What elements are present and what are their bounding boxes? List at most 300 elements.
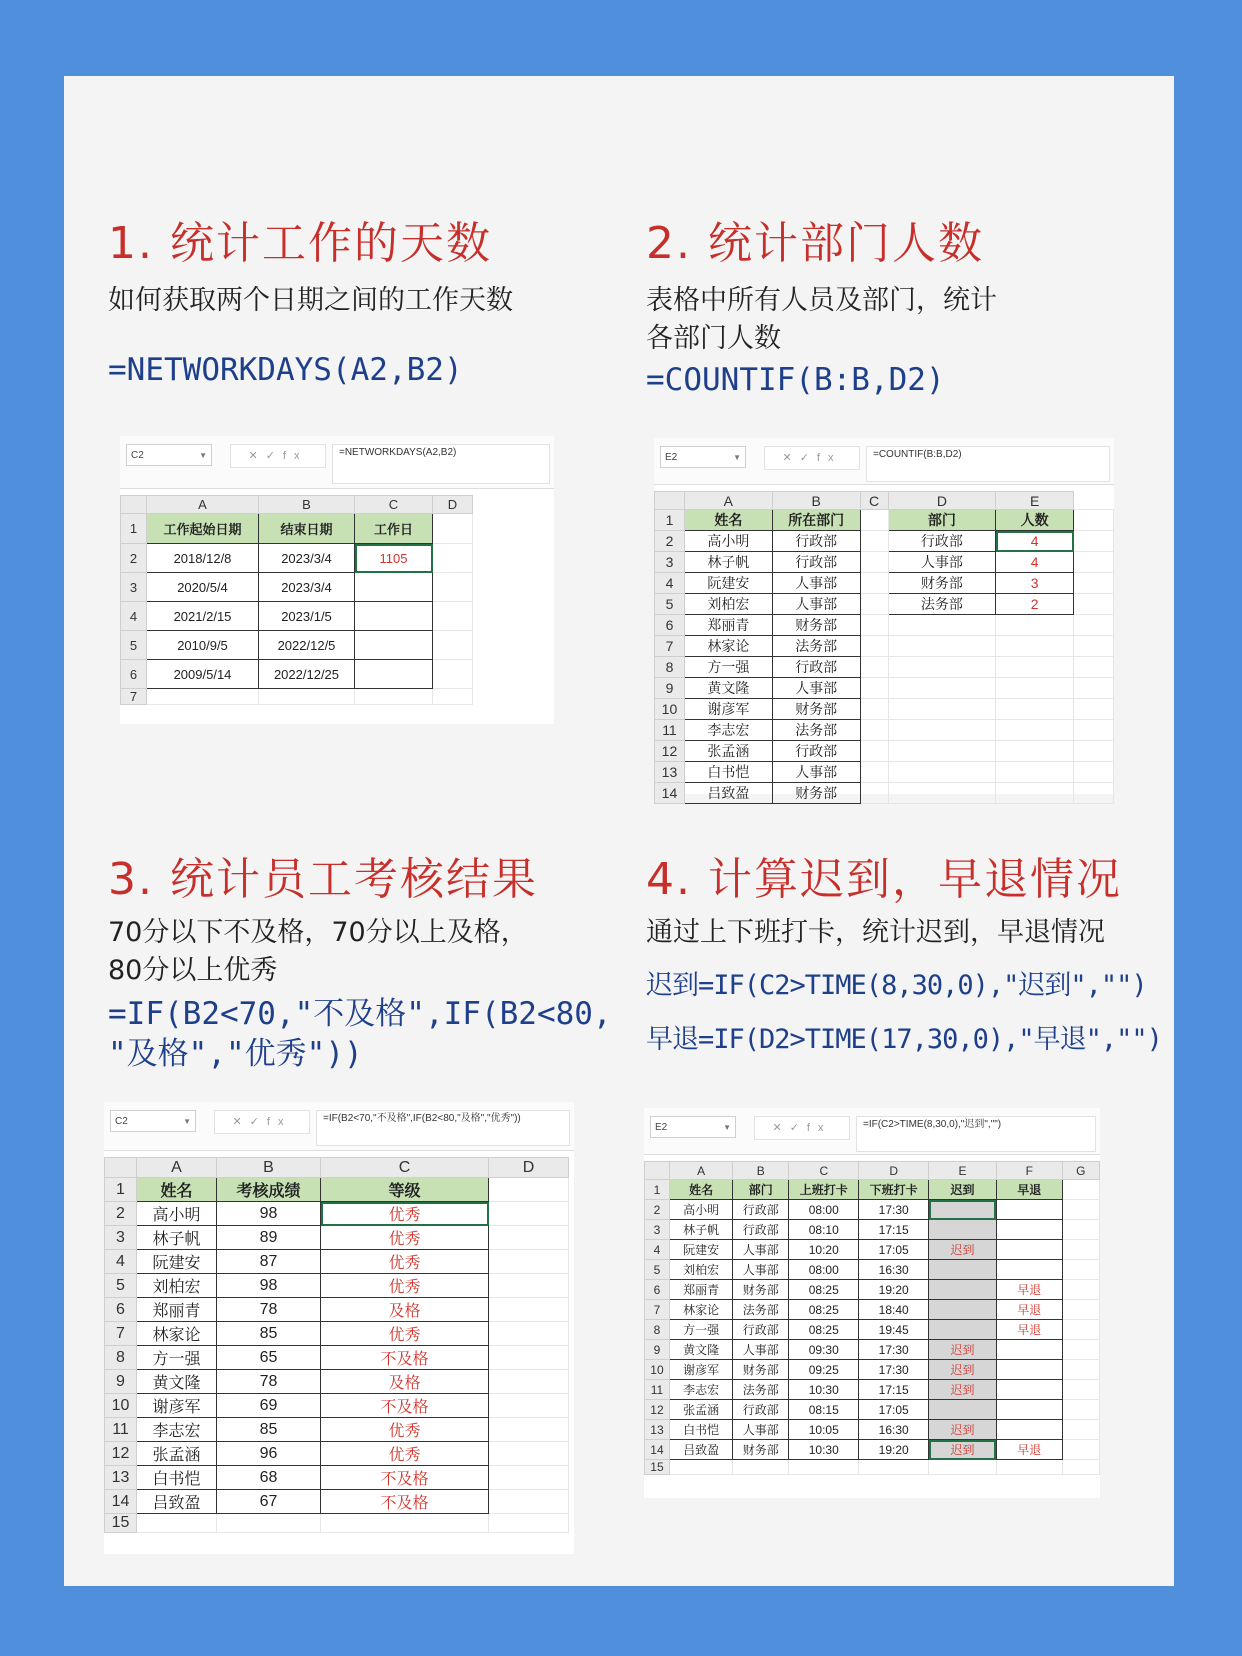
cell[interactable]: 08:25 (789, 1320, 859, 1340)
header-cell[interactable]: 工作起始日期 (147, 514, 259, 544)
column-header[interactable]: B (772, 492, 860, 510)
cell[interactable]: 黄文隆 (137, 1370, 217, 1394)
row-header[interactable]: 4 (655, 573, 685, 594)
row-header[interactable]: 7 (105, 1322, 137, 1346)
cell[interactable] (489, 1514, 569, 1533)
cell[interactable]: 17:30 (859, 1200, 929, 1220)
cell[interactable]: 财务部 (772, 615, 860, 636)
cell[interactable] (1074, 531, 1114, 552)
cell[interactable] (929, 1220, 997, 1240)
cell[interactable]: 2023/3/4 (259, 573, 355, 602)
cell[interactable]: 迟到 (929, 1380, 997, 1400)
row-header[interactable]: 10 (645, 1360, 670, 1380)
row-header[interactable]: 9 (645, 1340, 670, 1360)
select-all-corner[interactable] (121, 496, 147, 514)
cell[interactable] (996, 1200, 1062, 1220)
cell[interactable]: 17:05 (859, 1240, 929, 1260)
cell[interactable] (860, 636, 888, 657)
cell[interactable]: 行政部 (888, 531, 996, 552)
formula-input[interactable]: =NETWORKDAYS(A2,B2) (332, 444, 550, 484)
row-header[interactable]: 14 (105, 1490, 137, 1514)
cell[interactable] (1062, 1260, 1099, 1280)
cell[interactable]: 林家论 (669, 1300, 732, 1320)
cell[interactable]: 方一强 (669, 1320, 732, 1340)
cell[interactable] (669, 1460, 732, 1475)
row-header[interactable]: 3 (105, 1226, 137, 1250)
row-header[interactable]: 12 (645, 1400, 670, 1420)
cell[interactable]: 不及格 (321, 1394, 489, 1418)
cell[interactable]: 早退 (996, 1320, 1062, 1340)
cell[interactable] (355, 573, 433, 602)
cell[interactable]: 16:30 (859, 1420, 929, 1440)
cell[interactable] (489, 1274, 569, 1298)
cell[interactable] (996, 783, 1074, 804)
header-cell[interactable]: 上班打卡 (789, 1180, 859, 1200)
cell[interactable]: 人事部 (733, 1340, 789, 1360)
select-all-corner[interactable] (105, 1158, 137, 1178)
row-header[interactable]: 13 (655, 762, 685, 783)
cell[interactable]: 谢彦军 (669, 1360, 732, 1380)
cell[interactable]: 财务部 (772, 783, 860, 804)
cell[interactable] (929, 1300, 997, 1320)
column-header[interactable]: D (888, 492, 996, 510)
row-header[interactable]: 2 (645, 1200, 670, 1220)
header-cell[interactable]: 下班打卡 (859, 1180, 929, 1200)
cell[interactable]: 2022/12/25 (259, 660, 355, 689)
name-box[interactable] (650, 1116, 736, 1138)
cell[interactable] (996, 720, 1074, 741)
cell[interactable] (929, 1460, 997, 1475)
cell[interactable]: 2023/3/4 (259, 544, 355, 573)
cell[interactable] (860, 510, 888, 531)
cell[interactable] (217, 1514, 321, 1533)
cell[interactable]: 优秀 (321, 1202, 489, 1226)
cell[interactable]: 迟到 (929, 1420, 997, 1440)
cell[interactable]: 人事部 (772, 594, 860, 615)
cell[interactable]: 10:30 (789, 1440, 859, 1460)
row-header[interactable]: 13 (105, 1466, 137, 1490)
cell[interactable]: 行政部 (772, 531, 860, 552)
cell[interactable]: 人事部 (772, 573, 860, 594)
cell[interactable]: 85 (217, 1322, 321, 1346)
cell[interactable] (929, 1280, 997, 1300)
cell[interactable]: 不及格 (321, 1490, 489, 1514)
cell[interactable] (860, 552, 888, 573)
cell[interactable] (996, 699, 1074, 720)
cell[interactable]: 17:05 (859, 1400, 929, 1420)
row-header[interactable]: 14 (655, 783, 685, 804)
cell[interactable]: 人事部 (733, 1260, 789, 1280)
cell[interactable] (860, 783, 888, 804)
cell[interactable] (489, 1322, 569, 1346)
cell[interactable] (996, 678, 1074, 699)
cell[interactable]: 行政部 (772, 552, 860, 573)
column-header[interactable]: D (859, 1162, 929, 1180)
row-header[interactable]: 2 (121, 544, 147, 573)
cell[interactable] (489, 1370, 569, 1394)
cell[interactable]: 张孟涵 (669, 1400, 732, 1420)
cell[interactable]: 89 (217, 1226, 321, 1250)
cell[interactable]: 黄文隆 (684, 678, 772, 699)
cell[interactable]: 85 (217, 1418, 321, 1442)
cell[interactable]: 65 (217, 1346, 321, 1370)
cell[interactable]: 1105 (355, 544, 433, 573)
row-header[interactable]: 10 (655, 699, 685, 720)
cell[interactable] (888, 699, 996, 720)
cell[interactable] (860, 699, 888, 720)
cell[interactable]: 迟到 (929, 1440, 997, 1460)
row-header[interactable]: 4 (645, 1240, 670, 1260)
cell[interactable] (1062, 1180, 1099, 1200)
row-header[interactable]: 13 (645, 1420, 670, 1440)
cell[interactable]: 林子帆 (684, 552, 772, 573)
cell[interactable]: 早退 (996, 1280, 1062, 1300)
cell[interactable] (996, 1260, 1062, 1280)
cell[interactable] (860, 615, 888, 636)
cell[interactable]: 人事部 (733, 1240, 789, 1260)
header-cell[interactable]: 结束日期 (259, 514, 355, 544)
cell[interactable] (860, 573, 888, 594)
cell[interactable] (1062, 1360, 1099, 1380)
row-header[interactable]: 2 (105, 1202, 137, 1226)
cell[interactable] (1062, 1200, 1099, 1220)
cell[interactable]: 69 (217, 1394, 321, 1418)
cell[interactable]: 98 (217, 1274, 321, 1298)
cell[interactable] (733, 1460, 789, 1475)
cell[interactable]: 林家论 (137, 1322, 217, 1346)
cell[interactable]: 4 (996, 552, 1074, 573)
cell[interactable]: 不及格 (321, 1466, 489, 1490)
cell[interactable] (1062, 1300, 1099, 1320)
cell[interactable] (888, 783, 996, 804)
cell[interactable] (860, 678, 888, 699)
cell[interactable] (1062, 1420, 1099, 1440)
cell[interactable]: 白书恺 (684, 762, 772, 783)
cell[interactable] (929, 1260, 997, 1280)
cell[interactable]: 67 (217, 1490, 321, 1514)
cell[interactable]: 2023/1/5 (259, 602, 355, 631)
cell[interactable]: 张孟涵 (137, 1442, 217, 1466)
row-header[interactable]: 15 (105, 1514, 137, 1533)
row-header[interactable]: 11 (655, 720, 685, 741)
cell[interactable] (1074, 510, 1114, 531)
cell[interactable] (355, 689, 433, 705)
column-header[interactable]: A (147, 496, 259, 514)
cell[interactable] (996, 1240, 1062, 1260)
cell[interactable] (1062, 1380, 1099, 1400)
cell[interactable] (489, 1442, 569, 1466)
column-header[interactable]: A (137, 1158, 217, 1178)
name-box[interactable] (110, 1110, 196, 1132)
cell[interactable] (888, 678, 996, 699)
cell[interactable]: 林家论 (684, 636, 772, 657)
cell[interactable]: 09:30 (789, 1340, 859, 1360)
cell[interactable]: 16:30 (859, 1260, 929, 1280)
cell[interactable] (860, 657, 888, 678)
cell[interactable]: 吕致盈 (137, 1490, 217, 1514)
cell[interactable]: 人事部 (888, 552, 996, 573)
cell[interactable] (1074, 762, 1114, 783)
row-header[interactable]: 1 (645, 1180, 670, 1200)
cell[interactable] (1074, 657, 1114, 678)
row-header[interactable]: 12 (655, 741, 685, 762)
cell[interactable]: 高小明 (669, 1200, 732, 1220)
cell[interactable]: 迟到 (929, 1360, 997, 1380)
cell[interactable]: 不及格 (321, 1346, 489, 1370)
cell[interactable]: 行政部 (772, 657, 860, 678)
cell[interactable] (355, 602, 433, 631)
header-cell[interactable]: 等级 (321, 1178, 489, 1202)
cell[interactable]: 吕致盈 (684, 783, 772, 804)
cell[interactable]: 财务部 (733, 1440, 789, 1460)
cell[interactable]: 17:30 (859, 1340, 929, 1360)
cell[interactable]: 08:25 (789, 1300, 859, 1320)
column-header[interactable]: C (789, 1162, 859, 1180)
cell[interactable]: 行政部 (733, 1200, 789, 1220)
cell[interactable] (489, 1178, 569, 1202)
cell[interactable]: 张孟涵 (684, 741, 772, 762)
cell[interactable]: 2 (996, 594, 1074, 615)
cell[interactable]: 17:15 (859, 1380, 929, 1400)
row-header[interactable]: 8 (645, 1320, 670, 1340)
row-header[interactable]: 4 (105, 1250, 137, 1274)
row-header[interactable]: 5 (105, 1274, 137, 1298)
cell[interactable]: 人事部 (733, 1420, 789, 1440)
cell[interactable]: 林子帆 (137, 1226, 217, 1250)
row-header[interactable]: 3 (655, 552, 685, 573)
cell[interactable] (996, 1360, 1062, 1380)
row-header[interactable]: 8 (105, 1346, 137, 1370)
cell[interactable] (996, 636, 1074, 657)
cell[interactable]: 19:45 (859, 1320, 929, 1340)
header-cell[interactable]: 部门 (888, 510, 996, 531)
row-header[interactable]: 7 (655, 636, 685, 657)
cell[interactable]: 谢彦军 (684, 699, 772, 720)
cell[interactable] (1062, 1280, 1099, 1300)
cell[interactable]: 优秀 (321, 1250, 489, 1274)
cell[interactable]: 2010/9/5 (147, 631, 259, 660)
cell[interactable]: 68 (217, 1466, 321, 1490)
cell[interactable] (433, 602, 473, 631)
cell[interactable] (433, 514, 473, 544)
cell[interactable]: 黄文隆 (669, 1340, 732, 1360)
cell[interactable] (1074, 699, 1114, 720)
row-header[interactable]: 6 (645, 1280, 670, 1300)
cell[interactable] (996, 1460, 1062, 1475)
cell[interactable]: 2021/2/15 (147, 602, 259, 631)
select-all-corner[interactable] (645, 1162, 670, 1180)
column-header[interactable]: B (733, 1162, 789, 1180)
cell[interactable]: 78 (217, 1370, 321, 1394)
cell[interactable] (1062, 1320, 1099, 1340)
column-header[interactable]: C (860, 492, 888, 510)
cell[interactable]: 19:20 (859, 1440, 929, 1460)
cell[interactable] (860, 762, 888, 783)
cell[interactable] (996, 762, 1074, 783)
cell[interactable]: 人事部 (772, 678, 860, 699)
cell[interactable] (996, 1400, 1062, 1420)
cell[interactable]: 法务部 (733, 1380, 789, 1400)
cell[interactable]: 郑丽青 (669, 1280, 732, 1300)
cell[interactable]: 白书恺 (669, 1420, 732, 1440)
cell[interactable]: 优秀 (321, 1442, 489, 1466)
cell[interactable] (1074, 783, 1114, 804)
cell[interactable]: 及格 (321, 1298, 489, 1322)
cell[interactable] (355, 631, 433, 660)
row-header[interactable]: 11 (105, 1418, 137, 1442)
cell[interactable]: 迟到 (929, 1340, 997, 1360)
cell[interactable] (860, 741, 888, 762)
cell[interactable] (1074, 741, 1114, 762)
cell[interactable] (433, 631, 473, 660)
cell[interactable] (489, 1490, 569, 1514)
column-header[interactable]: E (929, 1162, 997, 1180)
row-header[interactable]: 2 (655, 531, 685, 552)
cell[interactable]: 阮建安 (684, 573, 772, 594)
row-header[interactable]: 15 (645, 1460, 670, 1475)
formula-input[interactable]: =COUNTIF(B:B,D2) (866, 446, 1110, 482)
cell[interactable]: 87 (217, 1250, 321, 1274)
cell[interactable] (259, 689, 355, 705)
column-header[interactable]: E (996, 492, 1074, 510)
cell[interactable] (1062, 1220, 1099, 1240)
column-header[interactable]: A (684, 492, 772, 510)
name-box[interactable] (126, 444, 212, 466)
cell[interactable] (996, 741, 1074, 762)
cell[interactable]: 3 (996, 573, 1074, 594)
cell[interactable] (888, 741, 996, 762)
column-header[interactable]: D (433, 496, 473, 514)
cell[interactable] (996, 615, 1074, 636)
formula-input[interactable]: =IF(C2>TIME(8,30,0),"迟到","") (856, 1116, 1096, 1152)
cell[interactable]: 08:25 (789, 1280, 859, 1300)
cell[interactable]: 财务部 (772, 699, 860, 720)
cell[interactable]: 10:20 (789, 1240, 859, 1260)
cell[interactable]: 早退 (996, 1440, 1062, 1460)
cell[interactable] (1062, 1440, 1099, 1460)
cell[interactable] (996, 657, 1074, 678)
cell[interactable] (1074, 552, 1114, 573)
cell[interactable] (996, 1340, 1062, 1360)
cell[interactable] (433, 573, 473, 602)
cell[interactable] (888, 615, 996, 636)
cell[interactable]: 吕致盈 (669, 1440, 732, 1460)
cell[interactable]: 谢彦军 (137, 1394, 217, 1418)
header-cell[interactable]: 早退 (996, 1180, 1062, 1200)
cell[interactable]: 行政部 (733, 1220, 789, 1240)
cell[interactable] (489, 1250, 569, 1274)
cell[interactable] (137, 1514, 217, 1533)
name-box[interactable] (660, 446, 746, 468)
cell[interactable]: 郑丽青 (684, 615, 772, 636)
cell[interactable] (489, 1346, 569, 1370)
column-header[interactable]: F (996, 1162, 1062, 1180)
cell[interactable] (1062, 1340, 1099, 1360)
row-header[interactable]: 9 (105, 1370, 137, 1394)
cell[interactable]: 08:00 (789, 1260, 859, 1280)
cell[interactable]: 高小明 (684, 531, 772, 552)
cell[interactable]: 17:15 (859, 1220, 929, 1240)
cell[interactable]: 行政部 (772, 741, 860, 762)
cell[interactable]: 18:40 (859, 1300, 929, 1320)
cell[interactable]: 白书恺 (137, 1466, 217, 1490)
row-header[interactable]: 14 (645, 1440, 670, 1460)
cell[interactable]: 19:20 (859, 1280, 929, 1300)
header-cell[interactable]: 部门 (733, 1180, 789, 1200)
column-header[interactable]: B (259, 496, 355, 514)
row-header[interactable]: 1 (105, 1178, 137, 1202)
cell[interactable]: 行政部 (733, 1400, 789, 1420)
row-header[interactable]: 3 (645, 1220, 670, 1240)
formula-input[interactable]: =IF(B2<70,"不及格",IF(B2<80,"及格","优秀")) (316, 1110, 570, 1146)
cell[interactable] (1074, 594, 1114, 615)
cell[interactable] (321, 1514, 489, 1533)
cell[interactable]: 78 (217, 1298, 321, 1322)
cell[interactable] (489, 1298, 569, 1322)
cell[interactable]: 李志宏 (137, 1418, 217, 1442)
row-header[interactable]: 5 (645, 1260, 670, 1280)
cell[interactable]: 法务部 (733, 1300, 789, 1320)
cell[interactable]: 高小明 (137, 1202, 217, 1226)
cell[interactable]: 方一强 (684, 657, 772, 678)
cell[interactable]: 10:30 (789, 1380, 859, 1400)
cell[interactable] (996, 1420, 1062, 1440)
row-header[interactable]: 7 (645, 1300, 670, 1320)
cell[interactable]: 法务部 (772, 720, 860, 741)
row-header[interactable]: 6 (121, 660, 147, 689)
cell[interactable]: 刘柏宏 (669, 1260, 732, 1280)
column-header[interactable]: C (355, 496, 433, 514)
cell[interactable]: 刘柏宏 (137, 1274, 217, 1298)
row-header[interactable]: 6 (655, 615, 685, 636)
cell[interactable]: 法务部 (888, 594, 996, 615)
cell[interactable] (433, 660, 473, 689)
cell[interactable] (147, 689, 259, 705)
column-header[interactable]: B (217, 1158, 321, 1178)
row-header[interactable]: 5 (655, 594, 685, 615)
cell[interactable] (433, 689, 473, 705)
cell[interactable]: 财务部 (733, 1360, 789, 1380)
header-cell[interactable]: 姓名 (669, 1180, 732, 1200)
cell[interactable]: 08:15 (789, 1400, 859, 1420)
column-header[interactable]: A (669, 1162, 732, 1180)
row-header[interactable]: 3 (121, 573, 147, 602)
row-header[interactable]: 1 (121, 514, 147, 544)
header-cell[interactable]: 迟到 (929, 1180, 997, 1200)
header-cell[interactable]: 姓名 (684, 510, 772, 531)
cell[interactable]: 早退 (996, 1300, 1062, 1320)
cell[interactable]: 方一强 (137, 1346, 217, 1370)
header-cell[interactable]: 姓名 (137, 1178, 217, 1202)
row-header[interactable]: 4 (121, 602, 147, 631)
cell[interactable] (929, 1200, 997, 1220)
cell[interactable] (888, 636, 996, 657)
cell[interactable] (888, 657, 996, 678)
cell[interactable]: 李志宏 (669, 1380, 732, 1400)
cell[interactable] (1062, 1460, 1099, 1475)
row-header[interactable]: 12 (105, 1442, 137, 1466)
cell[interactable]: 及格 (321, 1370, 489, 1394)
cell[interactable]: 优秀 (321, 1418, 489, 1442)
cell[interactable] (860, 594, 888, 615)
row-header[interactable]: 1 (655, 510, 685, 531)
cell[interactable]: 4 (996, 531, 1074, 552)
header-cell[interactable]: 所在部门 (772, 510, 860, 531)
cell[interactable] (888, 762, 996, 783)
cell[interactable]: 17:30 (859, 1360, 929, 1380)
cell[interactable]: 10:05 (789, 1420, 859, 1440)
cell[interactable]: 法务部 (772, 636, 860, 657)
